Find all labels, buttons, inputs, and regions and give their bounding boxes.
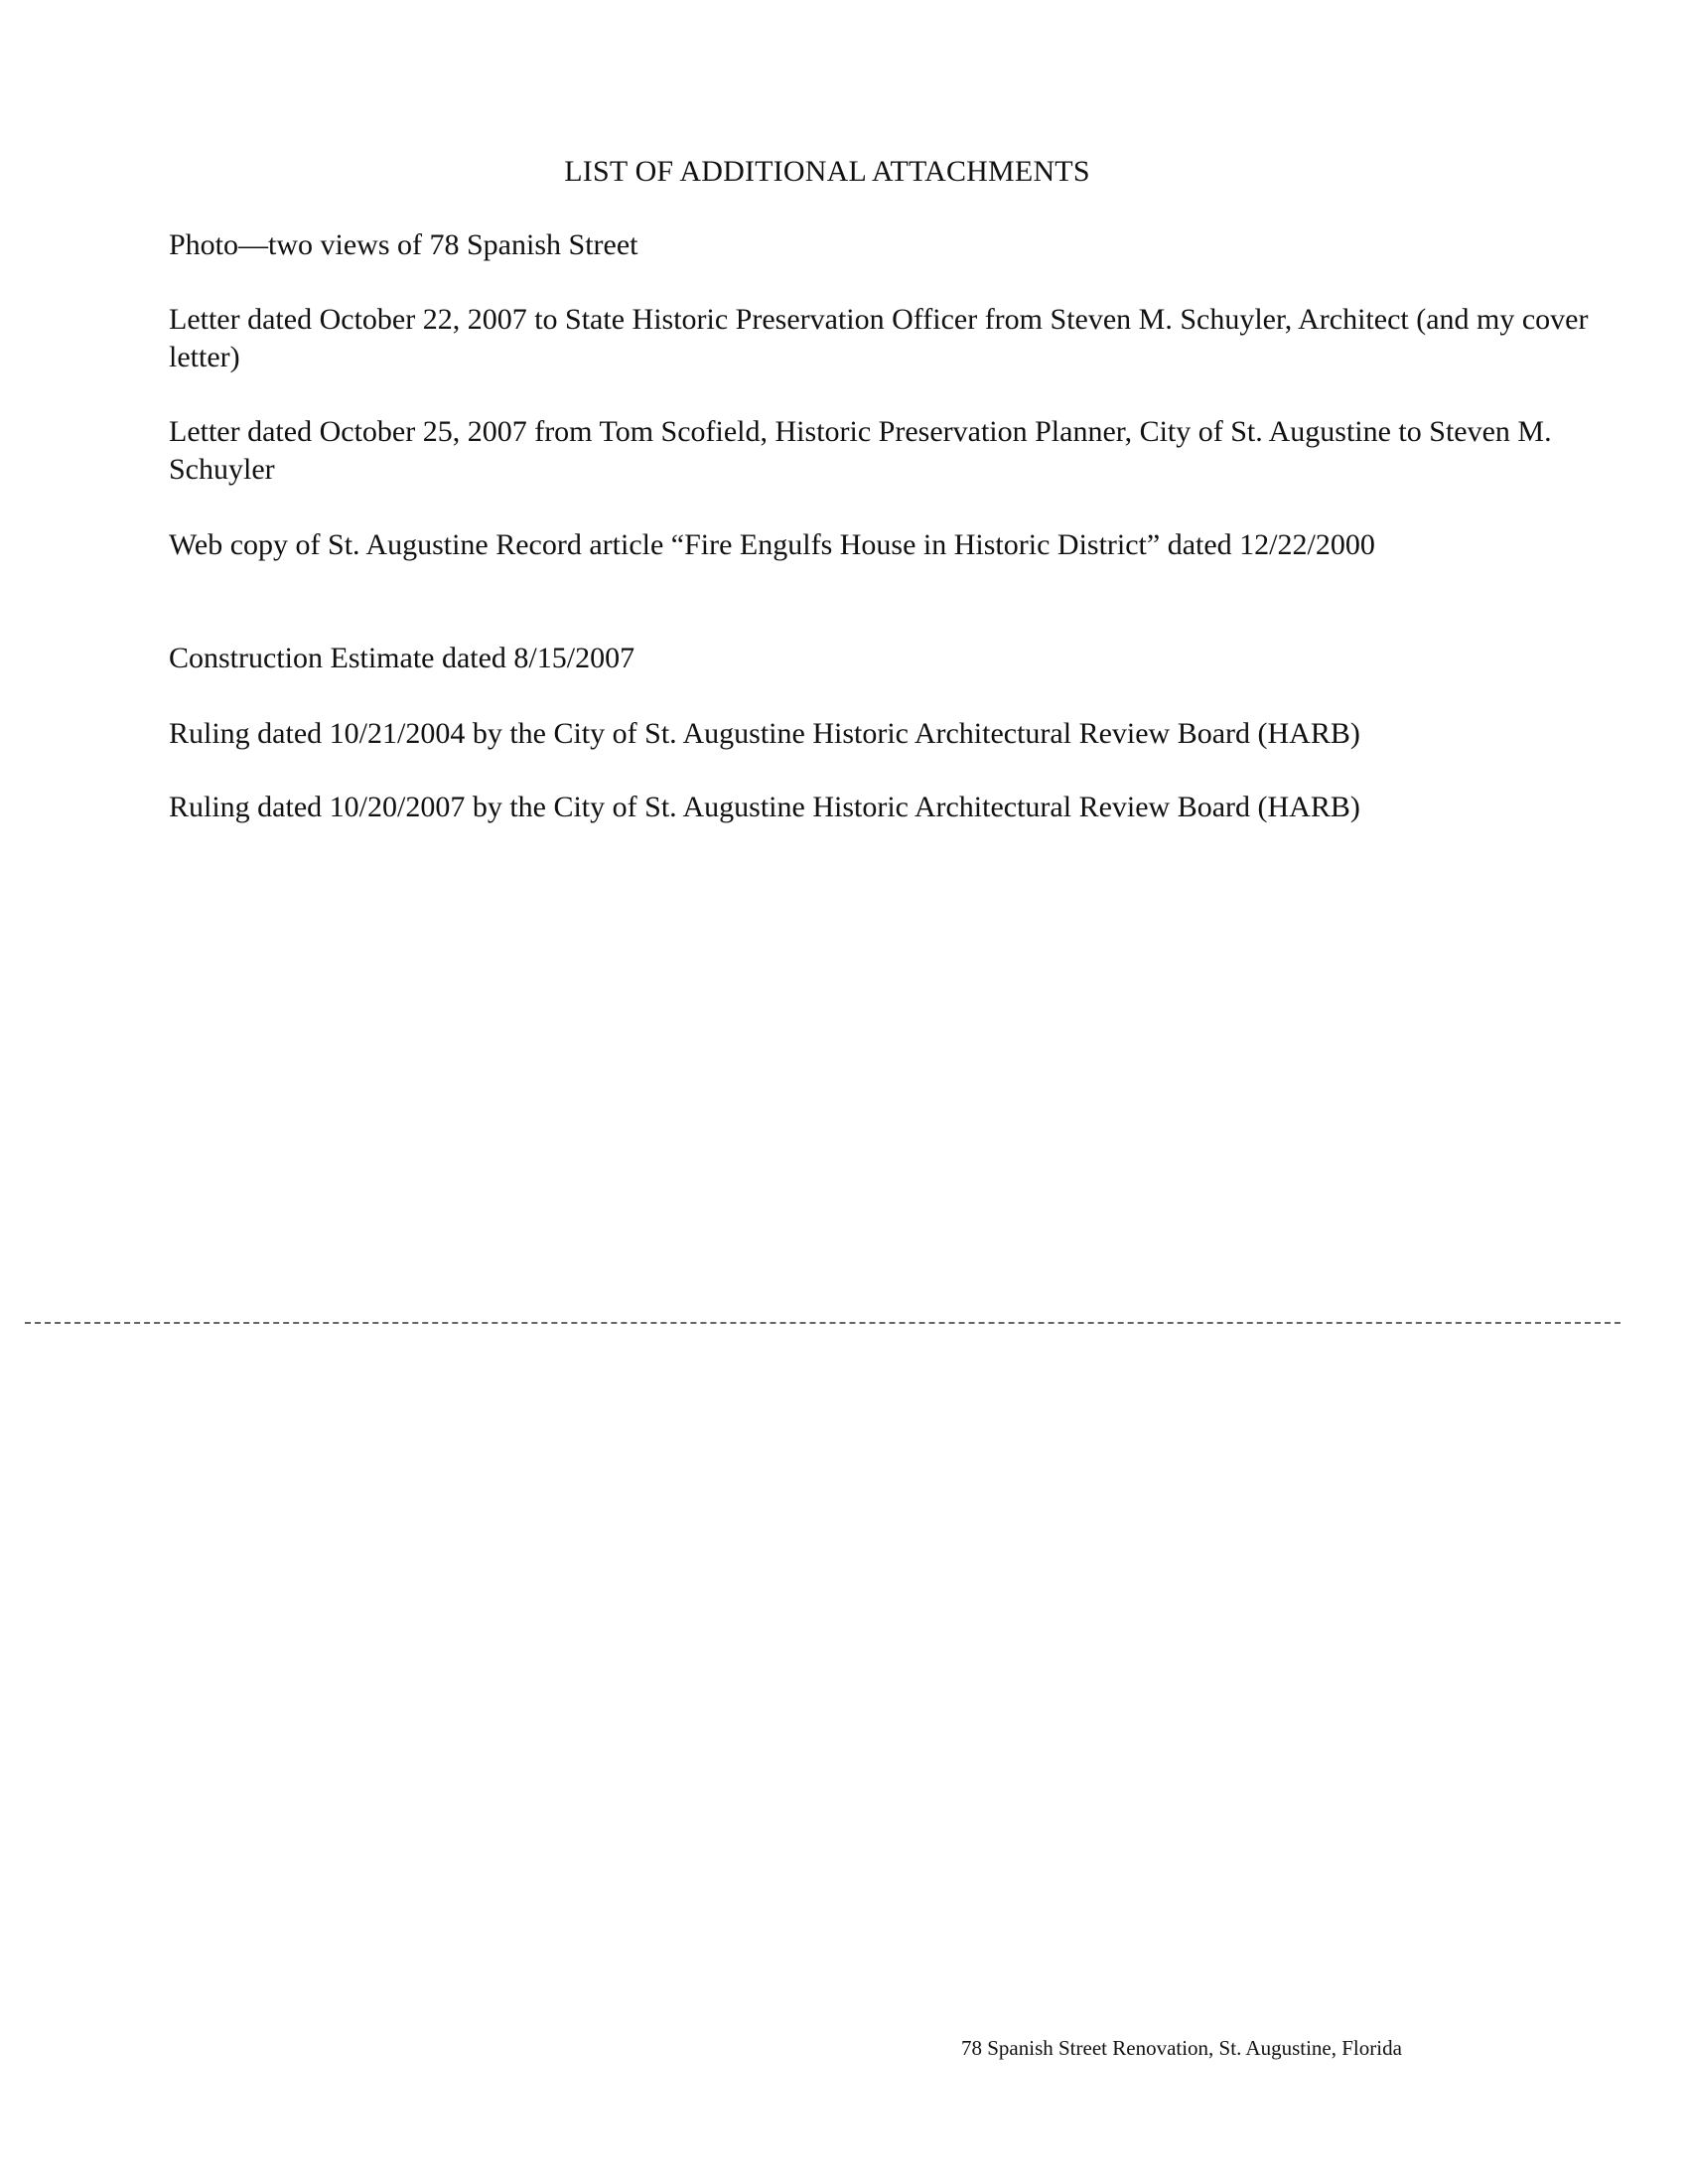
attachment-item: Photo—two views of 78 Spanish Street	[169, 228, 638, 261]
attachment-item: Ruling dated 10/20/2007 by the City of St. Augustine Historic Architectural Review Board (HARB)	[169, 791, 1360, 823]
page-divider	[25, 1322, 1620, 1324]
attachment-item: Construction Estimate dated 8/15/2007	[169, 642, 635, 674]
page-title: LIST OF ADDITIONAL ATTACHMENTS	[564, 155, 1090, 188]
attachment-item: Web copy of St. Augustine Record article “Fire Engulfs House in Historic District” dated 12/22/2000	[169, 528, 1375, 561]
attachment-item: Letter dated October 25, 2007 from Tom Scofield, Historic Preservation Planner, City of St. Augustine to Steven M. Schuyler	[169, 415, 1552, 486]
page-footer: 78 Spanish Street Renovation, St. Augustine, Florida	[961, 2036, 1402, 2060]
attachment-item: Letter dated October 22, 2007 to State Historic Preservation Officer from Steven M. Schuyler, Architect (and my cover letter)	[169, 303, 1589, 373]
attachment-item: Ruling dated 10/21/2004 by the City of St. Augustine Historic Architectural Review Board (HARB)	[169, 717, 1360, 750]
